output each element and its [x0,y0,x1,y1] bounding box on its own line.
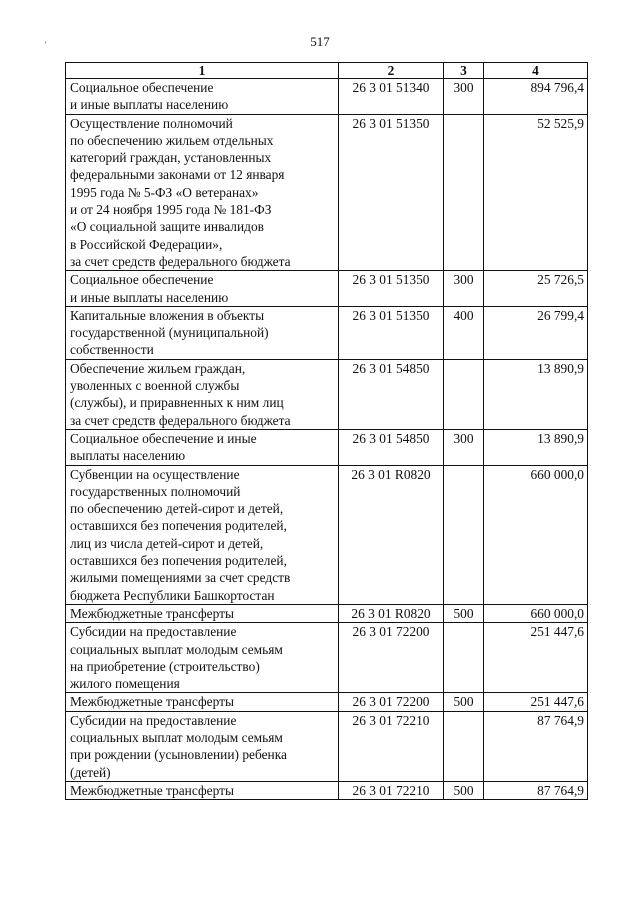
row-code: 26 3 01 51350 [339,306,444,359]
row-type: 400 [444,306,484,359]
row-type [444,114,484,271]
row-type: 500 [444,693,484,711]
table-row [66,79,588,115]
row-type [444,359,484,429]
table-row [66,359,588,429]
row-code: 26 3 01 54850 [339,429,444,465]
row-amount: 13 890,9 [484,359,588,429]
row-type: 300 [444,79,484,115]
table-row [66,711,588,781]
row-code: 26 3 01 72200 [339,623,444,693]
row-code: 26 3 01 51350 [339,271,444,307]
row-name: Межбюджетные трансферты [66,604,339,622]
row-code: 26 3 01 72210 [339,781,444,799]
column-header-3: 3 [444,63,484,79]
row-name: Межбюджетные трансферты [66,781,339,799]
table-row [66,623,588,693]
scan-mark: ʼ [44,40,47,50]
table-row [66,306,588,359]
table-row [66,604,588,622]
page-number: 517 [310,34,330,49]
row-code: 26 3 01 R0820 [339,465,444,604]
budget-table [65,62,588,800]
column-header-2: 2 [339,63,444,79]
table-header-row [66,63,588,79]
row-name: Субсидии на предоставление социальных выплат молодым семьям при рождении (усыновлении) ребенка (детей) [66,711,339,781]
row-amount: 894 796,4 [484,79,588,115]
row-name: Осуществление полномочий по обеспечению жильем отдельных категорий граждан, установленных федеральными законами от 12 января 1995 года № 5-ФЗ «О ветеранах» и от 24 ноября 1995 года № 181-ФЗ «О социальной защите инвалидов в Российской Федерации», за счет средств федерального бюджета [66,114,339,271]
row-amount: 251 447,6 [484,693,588,711]
row-code: 26 3 01 72200 [339,693,444,711]
row-type: 300 [444,429,484,465]
row-type [444,465,484,604]
row-code: 26 3 01 R0820 [339,604,444,622]
row-amount: 251 447,6 [484,623,588,693]
row-amount: 87 764,9 [484,711,588,781]
row-name: Социальное обеспечение и иные выплаты населению [66,271,339,307]
column-header-1: 1 [66,63,339,79]
row-amount: 52 525,9 [484,114,588,271]
table-row [66,271,588,307]
row-code: 26 3 01 54850 [339,359,444,429]
row-amount: 660 000,0 [484,604,588,622]
table-row [66,114,588,271]
table-row [66,465,588,604]
table-row [66,429,588,465]
row-type: 300 [444,271,484,307]
row-name: Социальное обеспечение и иные выплаты населению [66,429,339,465]
row-amount: 660 000,0 [484,465,588,604]
row-name: Социальное обеспечение и иные выплаты населению [66,79,339,115]
row-type: 500 [444,604,484,622]
row-name: Субсидии на предоставление социальных выплат молодым семьям на приобретение (строительство) жилого помещения [66,623,339,693]
row-code: 26 3 01 72210 [339,711,444,781]
row-type: 500 [444,781,484,799]
row-name: Межбюджетные трансферты [66,693,339,711]
row-code: 26 3 01 51340 [339,79,444,115]
row-amount: 26 799,4 [484,306,588,359]
row-amount: 87 764,9 [484,781,588,799]
row-name: Обеспечение жильем граждан, уволенных с военной службы (службы), и приравненных к ним лиц за счет средств федерального бюджета [66,359,339,429]
row-name: Субвенции на осуществление государственных полномочий по обеспечению детей-сирот и детей, оставшихся без попечения родителей, лиц из числа детей-сирот и детей, оставшихся без попечения родителей, жилыми помещениями за счет средств бюджета Республики Башкортостан [66,465,339,604]
row-amount: 25 726,5 [484,271,588,307]
row-type [444,711,484,781]
row-type [444,623,484,693]
column-header-4: 4 [484,63,588,79]
row-amount: 13 890,9 [484,429,588,465]
row-name: Капитальные вложения в объекты государственной (муниципальной) собственности [66,306,339,359]
table-row [66,781,588,799]
table-row [66,693,588,711]
row-code: 26 3 01 51350 [339,114,444,271]
